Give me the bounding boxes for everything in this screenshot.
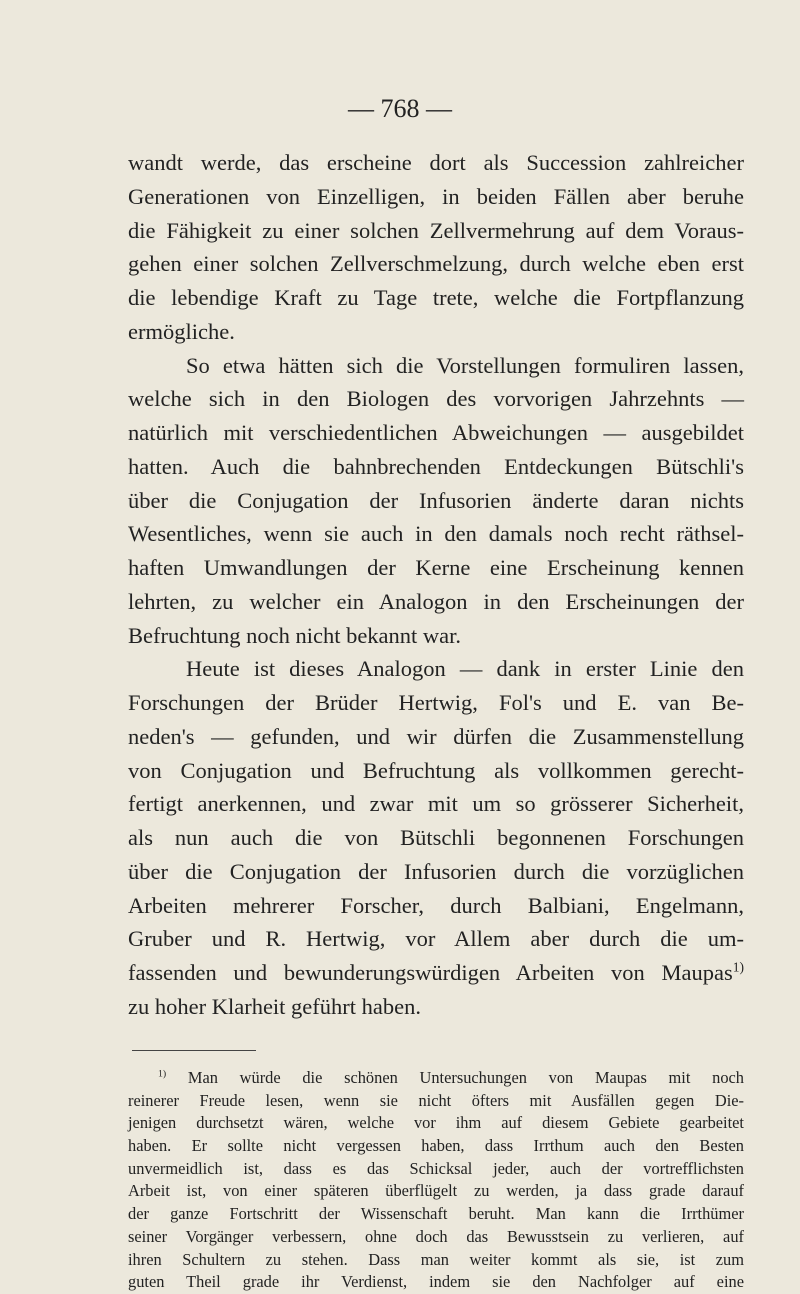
footnote (128, 1067, 744, 1294)
text-line: die Fähigkeit zu einer solchen Zellvermehrung auf dem Voraus- (128, 217, 744, 243)
text-line: hatten. Auch die bahnbrechenden Entdeckungen Bütschli's (128, 453, 744, 479)
text-line: von Conjugation und Befruchtung als vollkommen gerecht- (128, 757, 744, 783)
text-line: neden's — gefunden, und wir dürfen die Zusammenstellung (128, 723, 744, 749)
footnote-line-part: Man würde die schönen Untersuchungen von Maupas mit noch (187, 1068, 744, 1087)
text-line: Wesentliches, wenn sie auch in den damals noch recht räthsel- (128, 521, 744, 547)
text-line: So etwa hätten sich die Vorstellungen formuliren lassen, (186, 352, 744, 378)
text-line: Befruchtung noch nicht bekannt war. (128, 622, 462, 648)
body-text (128, 146, 744, 1024)
text-line-part: fassenden und bewunderungswürdigen Arbeiten von Maupas (128, 960, 733, 985)
footnote-line: jenigen durchsetzt wären, welche vor ihm auf diesem Gebiete gearbeitet (128, 1113, 744, 1133)
text-line: fertigt anerkennen, und zwar mit um so grösserer Sicherheit, (128, 791, 744, 817)
text-line: natürlich mit verschiedentlichen Abweichungen — ausgebildet (128, 420, 744, 445)
footnote-marker: 1) (158, 1068, 167, 1080)
text-line: als nun auch die von Bütschli begonnenen Forschungen (128, 825, 744, 850)
page-number: — 768 — (348, 94, 452, 123)
footnote-line: guten Theil grade ihr Verdienst, indem sie den Nachfolger auf eine (128, 1272, 744, 1292)
text-line (128, 956, 744, 990)
footnote-line: haben. Er sollte nicht vergessen haben, dass Irrthum auch den Besten (128, 1136, 744, 1156)
text-line: lehrten, zu welcher ein Analogon in den Erscheinungen der (128, 588, 744, 614)
footnote-line: seiner Vorgänger verbessern, ohne doch das Bewusstsein zu verlieren, auf (128, 1226, 744, 1246)
text-line: haften Umwandlungen der Kerne eine Erscheinung kennen (128, 555, 744, 580)
footnote-divider (132, 1050, 256, 1051)
text-line: zu hoher Klarheit geführt haben. (128, 993, 422, 1019)
text-line: Heute ist dieses Analogon — dank in erster Linie den (186, 656, 744, 682)
text-line: Arbeiten mehrerer Forscher, durch Balbiani, Engelmann, (128, 892, 744, 918)
text-line: über die Conjugation der Infusorien änderte daran nichts (128, 487, 744, 513)
footnote-line (128, 1067, 744, 1090)
text-line: gehen einer solchen Zellverschmelzung, durch welche eben erst (128, 251, 744, 277)
text-line: Gruber und R. Hertwig, vor Allem aber durch die um- (128, 926, 744, 952)
text-line: über die Conjugation der Infusorien durch die vorzüglichen (128, 858, 744, 884)
text-line: Generationen von Einzelligen, in beiden Fällen aber beruhe (128, 183, 744, 209)
text-line: ermögliche. (128, 318, 235, 344)
footnote-line: reinerer Freude lesen, wenn sie nicht öfters mit Ausfällen gegen Die- (128, 1090, 744, 1110)
footnote-line: der ganze Fortschritt der Wissenschaft beruht. Man kann die Irrthümer (128, 1204, 744, 1224)
footnote-line: Arbeit ist, von einer späteren überflügelt zu werden, ja dass grade darauf (128, 1181, 744, 1201)
text-line: welche sich in den Biologen des vorvorigen Jahrzehnts — (128, 386, 744, 412)
text-line: wandt werde, das erscheine dort als Succession zahlreicher (128, 150, 744, 175)
text-line: die lebendige Kraft zu Tage trete, welche die Fortpflanzung (128, 285, 744, 310)
footnote-line: unvermeidlich ist, dass es das Schicksal jeder, auch der vortrefflichsten (128, 1158, 744, 1178)
text-line: Forschungen der Brüder Hertwig, Fol's und E. van Be- (128, 690, 744, 715)
footnote-reference: 1) (732, 959, 744, 975)
footnote-line: ihren Schultern zu stehen. Dass man weiter kommt als sie, ist zum (128, 1249, 744, 1269)
